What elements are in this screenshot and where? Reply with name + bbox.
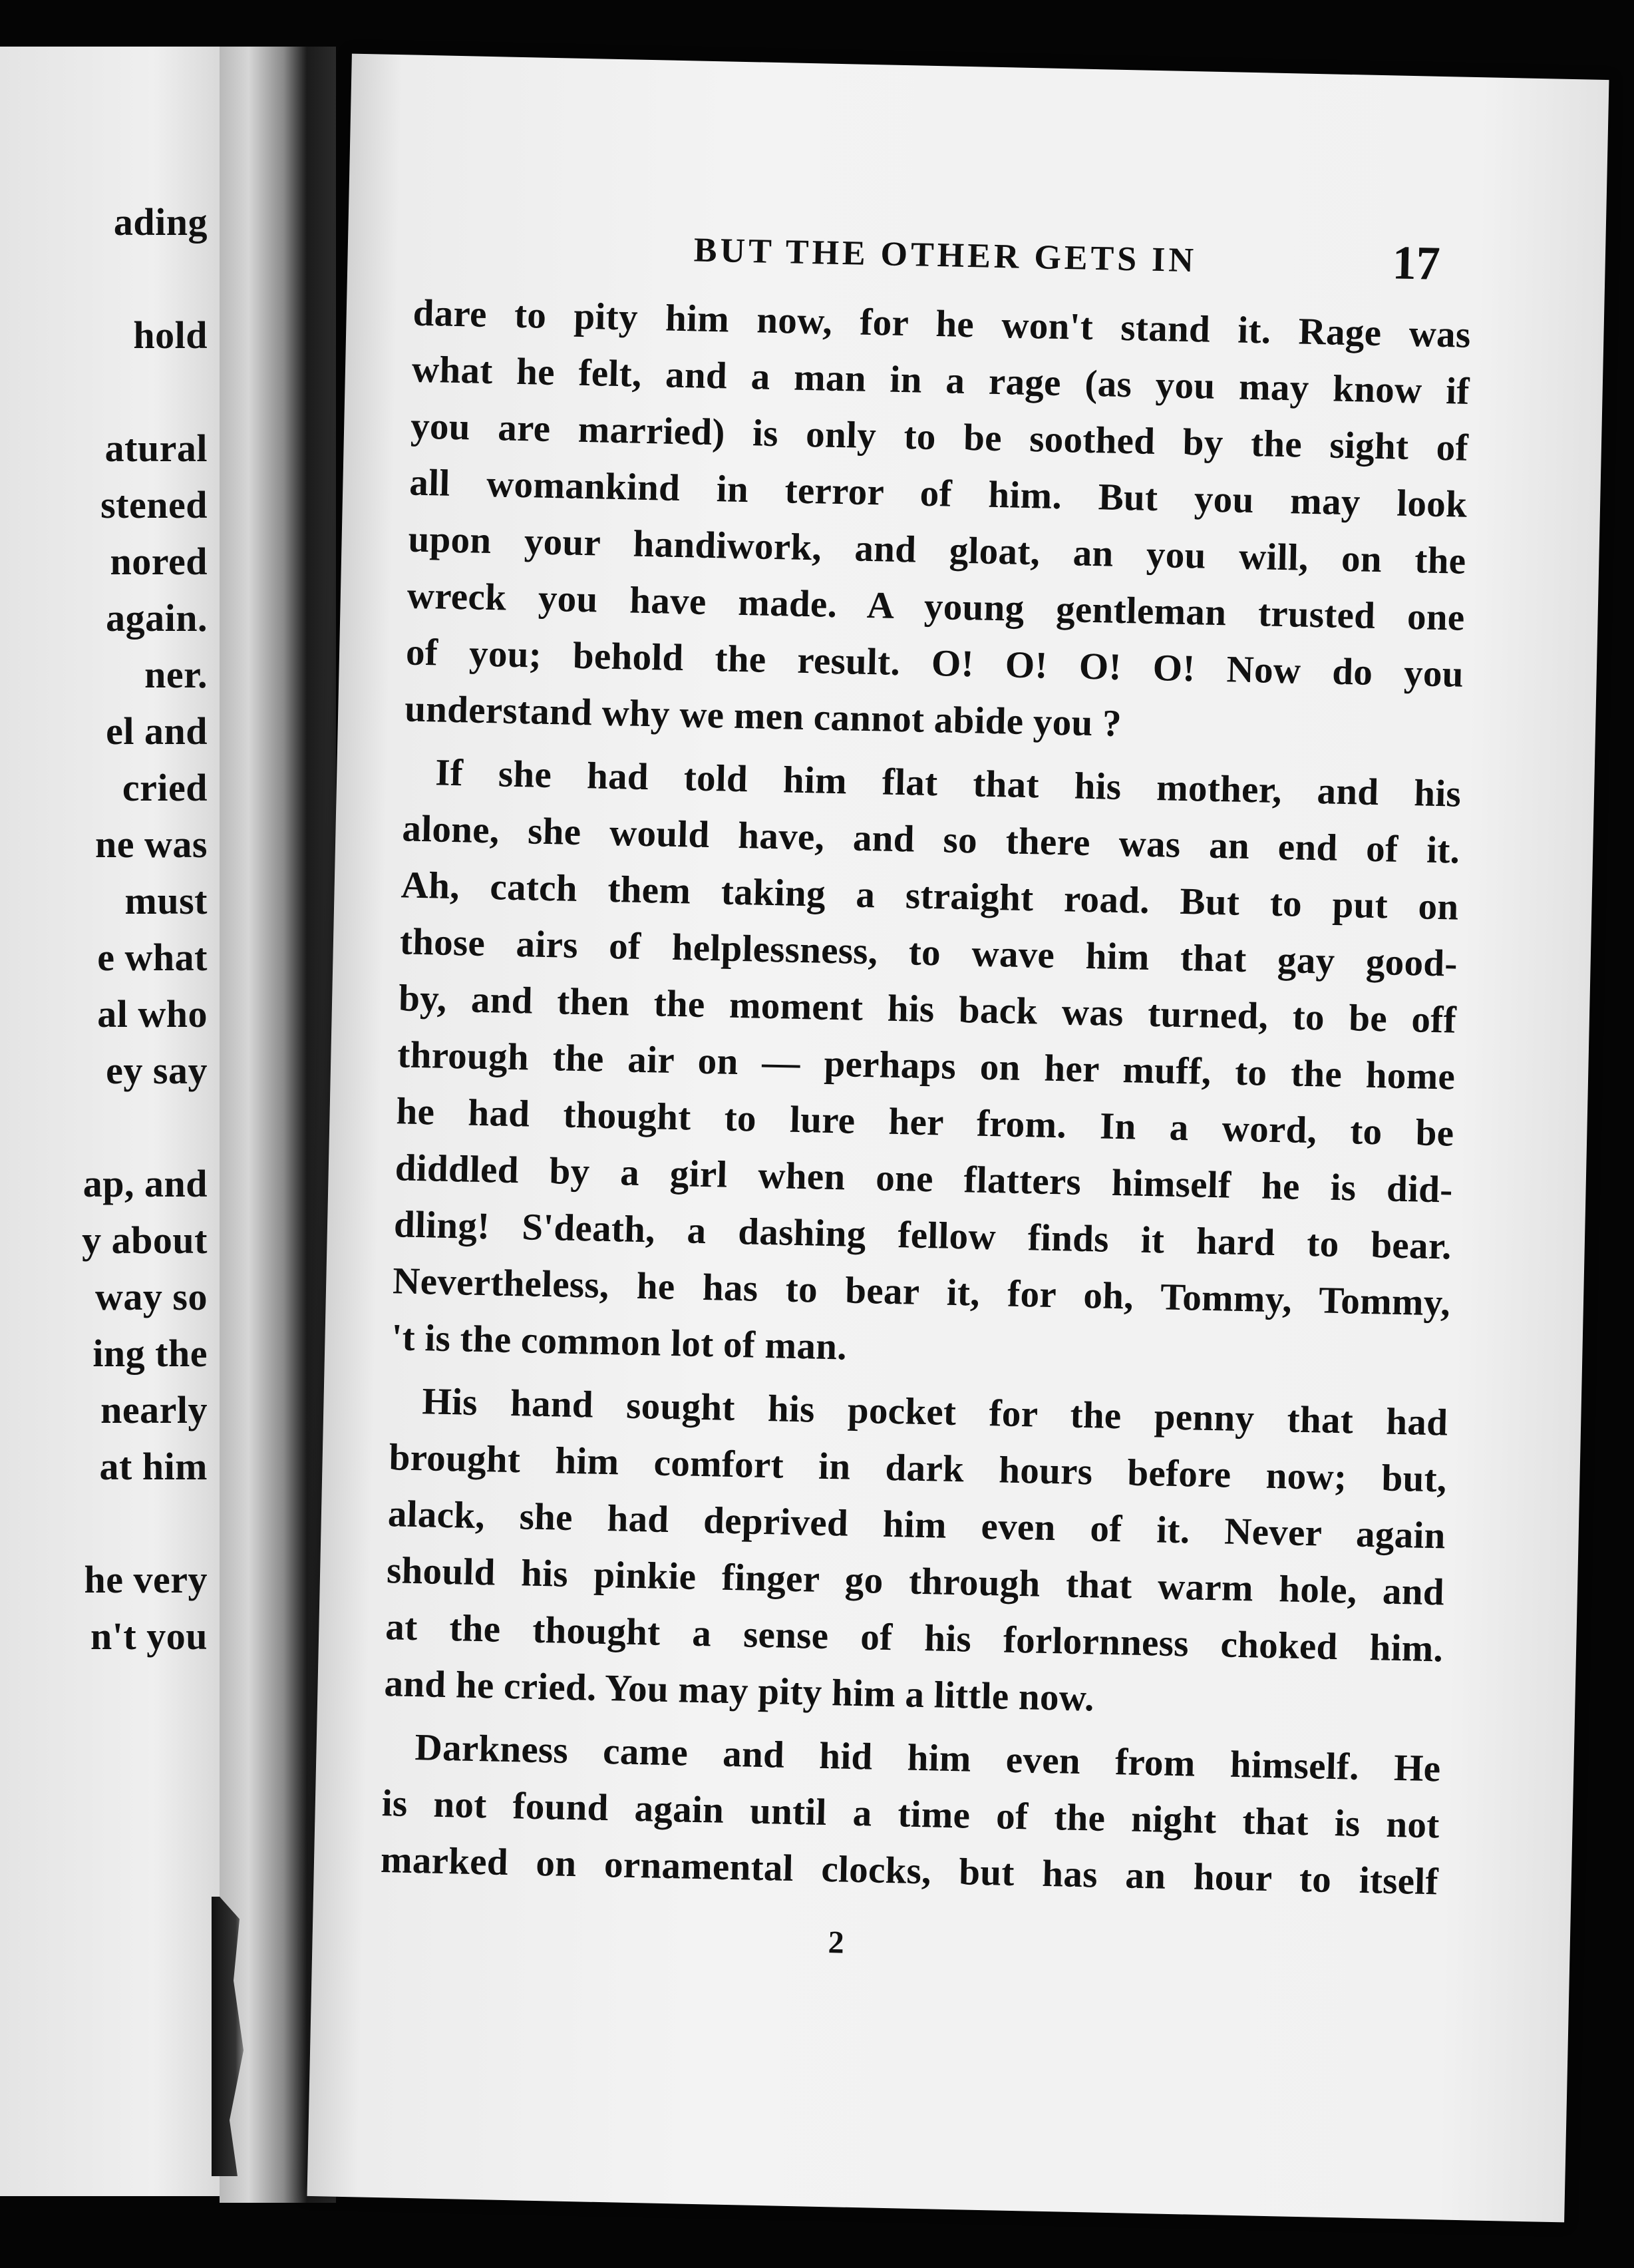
left-page-line: stened	[100, 483, 208, 526]
paragraph	[404, 285, 1471, 759]
text-line: should his pinkie finger go through that warm hole, and	[386, 1549, 1445, 1614]
text-line: diddled by a girl when one flatters himself he is did-	[395, 1147, 1454, 1211]
left-page-line: nearly	[100, 1388, 208, 1431]
text-line: you are married) is only to be soothed by the sight of	[410, 405, 1469, 469]
text-line: what he felt, and a man in a rage (as you may know if	[411, 348, 1470, 413]
text-line: upon your handiwork, and gloat, an you will, on the	[408, 518, 1466, 582]
body-text	[380, 285, 1471, 1911]
left-page-line: n't you	[90, 1614, 208, 1658]
text-line: dare to pity him now, for he won't stand it. Rage was	[412, 291, 1472, 356]
left-page-line: ne was	[95, 823, 208, 866]
paragraph	[380, 1718, 1441, 1910]
text-line: Darkness came and hid him even from himself. He	[414, 1726, 1441, 1790]
left-page-line: again.	[106, 596, 208, 640]
left-page-line: way so	[95, 1275, 208, 1318]
left-page-line: ing the	[92, 1332, 208, 1375]
text-line: at the thought a sense of his forlornness choked him.	[385, 1606, 1444, 1670]
page-number: 17	[1391, 236, 1441, 290]
text-line: marked on ornamental clocks, but has an hour to itself	[380, 1839, 1439, 1903]
text-line: wreck you have made. A young gentleman trusted one	[407, 574, 1466, 639]
left-page-line: cried	[122, 766, 208, 809]
left-page-line: ey say	[106, 1049, 208, 1092]
text-line: through the air on — perhaps on her muff, to the home	[397, 1034, 1456, 1098]
text-line: alack, she had deprived him even of it. Never again	[387, 1493, 1446, 1557]
text-line: Nevertheless, he has to bear it, for oh, Tommy, Tommy,	[392, 1260, 1451, 1324]
left-page-line: atural	[104, 427, 208, 470]
signature-mark: 2	[828, 1925, 845, 1961]
running-head: BUT THE OTHER GETS IN	[693, 231, 1198, 280]
text-line: understand why we men cannot abide you ?	[404, 687, 1122, 745]
text-line: alone, she would have, and so there was an end of it.	[401, 807, 1460, 872]
left-page-line: e what	[97, 936, 208, 979]
text-line: His hand sought his pocket for the penny that had	[421, 1380, 1448, 1444]
text-line: brought him comfort in dark hours before now; but,	[389, 1436, 1448, 1501]
left-page-line: y about	[82, 1219, 208, 1262]
paragraph	[391, 743, 1462, 1388]
previous-page-fragment	[0, 47, 220, 2196]
left-page-line: ner.	[144, 653, 208, 696]
text-line: he had thought to lure her from. In a word, to be	[395, 1090, 1454, 1155]
text-line: by, and then the moment his back was turned, to be off	[398, 977, 1457, 1041]
text-line: 't is the common lot of man.	[391, 1316, 848, 1368]
text-line: of you; behold the result. O! O! O! O! Now do you	[405, 631, 1464, 695]
text-line: dling! S'death, a dashing fellow finds it hard to bear.	[393, 1203, 1452, 1268]
text-line: If she had told him flat that his mother, and his	[434, 751, 1462, 815]
text-line: is not found again until a time of the night that is not	[381, 1782, 1440, 1847]
left-page-line: el and	[106, 709, 208, 753]
left-page-line: nored	[110, 540, 208, 583]
text-line: all womankind in terror of him. But you may look	[408, 461, 1468, 526]
left-page-line: ap, and	[82, 1162, 208, 1205]
text-line: those airs of helplessness, to wave him that gay good-	[399, 920, 1458, 985]
text-line: Ah, catch them taking a straight road. But to put on	[401, 864, 1460, 928]
left-page-line: al who	[97, 992, 208, 1036]
left-page-line: at him	[99, 1445, 208, 1488]
left-page-line: he very	[84, 1558, 208, 1601]
left-page-line: ading	[113, 200, 208, 244]
paragraph	[384, 1372, 1448, 1734]
current-page	[307, 54, 1609, 2223]
text-line: and he cried. You may pity him a little now.	[383, 1662, 1095, 1720]
left-page-line: must	[124, 879, 208, 922]
left-page-line: hold	[133, 313, 208, 357]
